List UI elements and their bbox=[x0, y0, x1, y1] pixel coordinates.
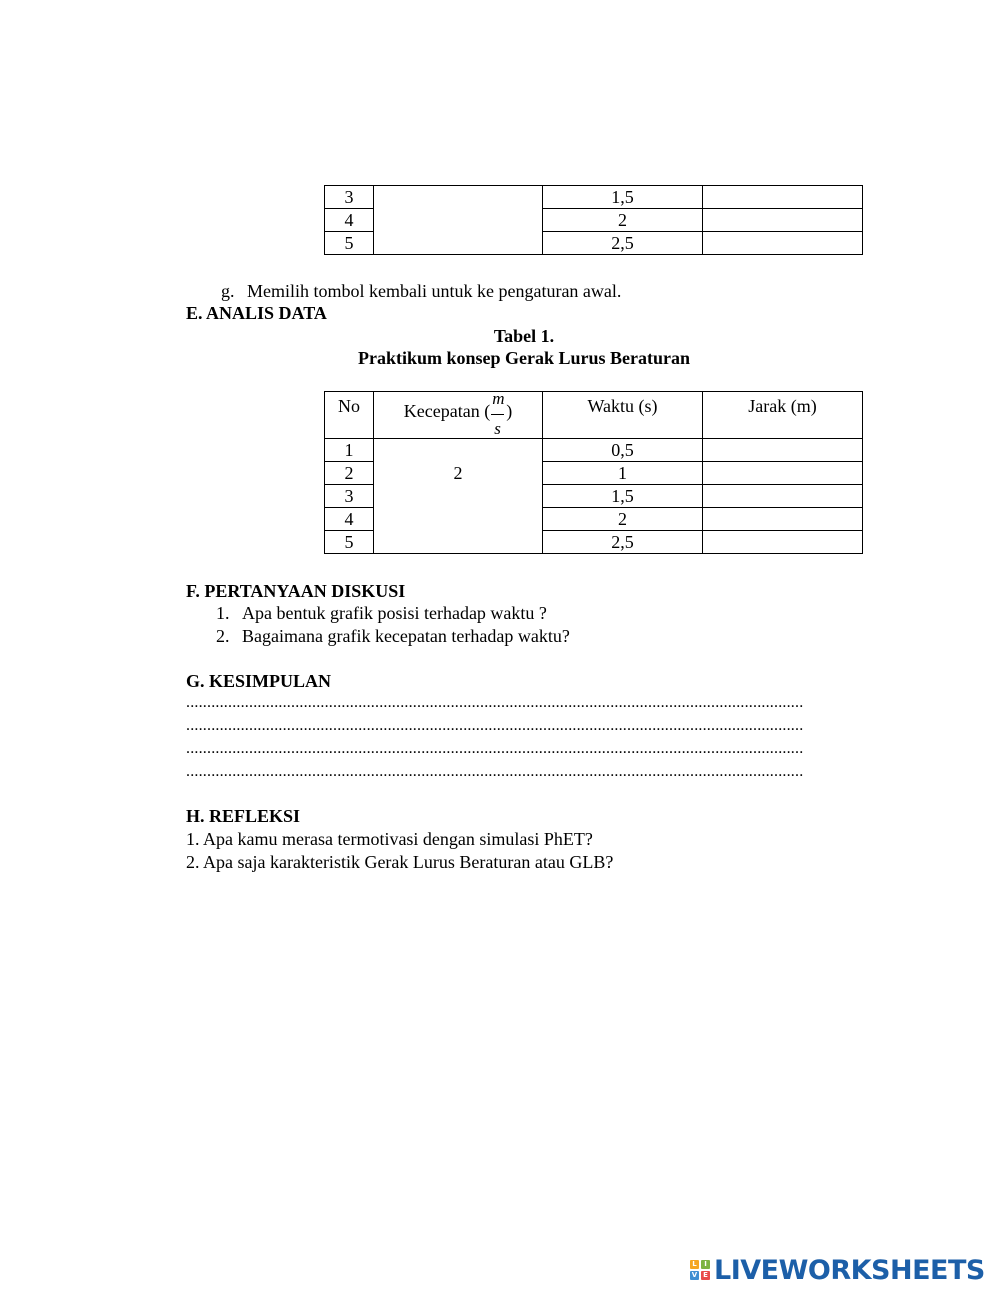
cell-no: 2 bbox=[325, 462, 374, 485]
section-g-heading: G. KESIMPULAN bbox=[186, 671, 332, 691]
list-item bbox=[216, 603, 547, 624]
table-title: Tabel 1. bbox=[493, 326, 555, 346]
cell-no: 3 bbox=[325, 186, 374, 209]
cell-waktu: 2,5 bbox=[543, 531, 703, 554]
cell-jarak[interactable] bbox=[703, 462, 863, 485]
unit-denominator: s bbox=[494, 418, 501, 438]
answer-line[interactable]: ................................................................................................................................................... bbox=[186, 717, 804, 734]
logo-letter-e: E bbox=[701, 1271, 710, 1280]
cell-jarak[interactable] bbox=[703, 232, 863, 255]
cell-no: 5 bbox=[325, 232, 374, 255]
cell-jarak[interactable] bbox=[703, 508, 863, 531]
table-row bbox=[325, 186, 863, 209]
logo-letter-l: L bbox=[690, 1260, 699, 1269]
step-g-text: Memilih tombol kembali untuk ke pengaturan awal. bbox=[247, 281, 622, 301]
cell-jarak[interactable] bbox=[703, 485, 863, 508]
cell-no: 4 bbox=[325, 508, 374, 531]
cell-waktu: 2,5 bbox=[543, 232, 703, 255]
cell-jarak[interactable] bbox=[703, 186, 863, 209]
cell-jarak[interactable] bbox=[703, 439, 863, 462]
liveworksheets-logo bbox=[690, 1254, 985, 1286]
cell-waktu: 2 bbox=[543, 508, 703, 531]
step-g-marker: g. bbox=[221, 281, 235, 301]
analysis-data-table bbox=[324, 388, 863, 554]
cell-jarak[interactable] bbox=[703, 531, 863, 554]
logo-letter-v: V bbox=[691, 1271, 698, 1279]
section-f-heading: F. PERTANYAAN DISKUSI bbox=[186, 581, 406, 601]
cell-waktu: 1,5 bbox=[543, 485, 703, 508]
cell-kecepatan bbox=[374, 186, 543, 255]
top-data-table bbox=[324, 185, 863, 255]
cell-jarak[interactable] bbox=[703, 209, 863, 232]
question-text: Apa bentuk grafik posisi terhadap waktu ? bbox=[242, 603, 547, 623]
cell-waktu: 1 bbox=[543, 462, 703, 485]
table-subtitle: Praktikum konsep Gerak Lurus Beraturan bbox=[357, 348, 691, 368]
cell-no: 3 bbox=[325, 485, 374, 508]
header-jarak: Jarak (m) bbox=[703, 392, 863, 439]
list-item bbox=[216, 626, 570, 647]
cell-waktu: 1,5 bbox=[543, 186, 703, 209]
answer-line[interactable]: ................................................................................................................................................... bbox=[186, 763, 804, 780]
header-waktu: Waktu (s) bbox=[543, 392, 703, 439]
question-marker: 2. bbox=[216, 626, 230, 646]
list-item: 2. Apa saja karakteristik Gerak Lurus Beraturan atau GLB? bbox=[186, 852, 614, 872]
header-kecepatan-close: ) bbox=[506, 401, 513, 421]
logo-letter-i: I bbox=[701, 1260, 710, 1269]
header-kecepatan bbox=[374, 388, 543, 439]
question-text: Bagaimana grafik kecepatan terhadap waktu? bbox=[242, 626, 570, 646]
unit-numerator: m bbox=[492, 388, 505, 408]
section-e-heading: E. ANALIS DATA bbox=[186, 303, 327, 323]
table-row bbox=[325, 439, 863, 462]
cell-waktu: 2 bbox=[543, 209, 703, 232]
answer-line[interactable]: ................................................................................................................................................... bbox=[186, 740, 804, 757]
table-header-row bbox=[325, 392, 863, 439]
header-kecepatan-label: Kecepatan ( bbox=[403, 401, 491, 421]
list-item: 1. Apa kamu merasa termotivasi dengan simulasi PhET? bbox=[186, 829, 593, 849]
velocity-value: 2 bbox=[453, 463, 463, 483]
section-h-heading: H. REFLEKSI bbox=[186, 806, 301, 826]
cell-velocity bbox=[374, 439, 543, 554]
unit-fraction bbox=[490, 388, 506, 438]
cell-no: 5 bbox=[325, 531, 374, 554]
fraction-bar bbox=[491, 414, 504, 415]
cell-no: 1 bbox=[325, 439, 374, 462]
cell-no: 4 bbox=[325, 209, 374, 232]
header-no: No bbox=[325, 392, 374, 439]
question-marker: 1. bbox=[216, 603, 230, 623]
step-g bbox=[221, 281, 621, 302]
logo-text: LIVEWORKSHEETS bbox=[714, 1254, 985, 1286]
answer-line[interactable]: ................................................................................................................................................... bbox=[186, 694, 804, 711]
cell-waktu: 0,5 bbox=[543, 439, 703, 462]
logo-mark-icon bbox=[690, 1260, 710, 1280]
